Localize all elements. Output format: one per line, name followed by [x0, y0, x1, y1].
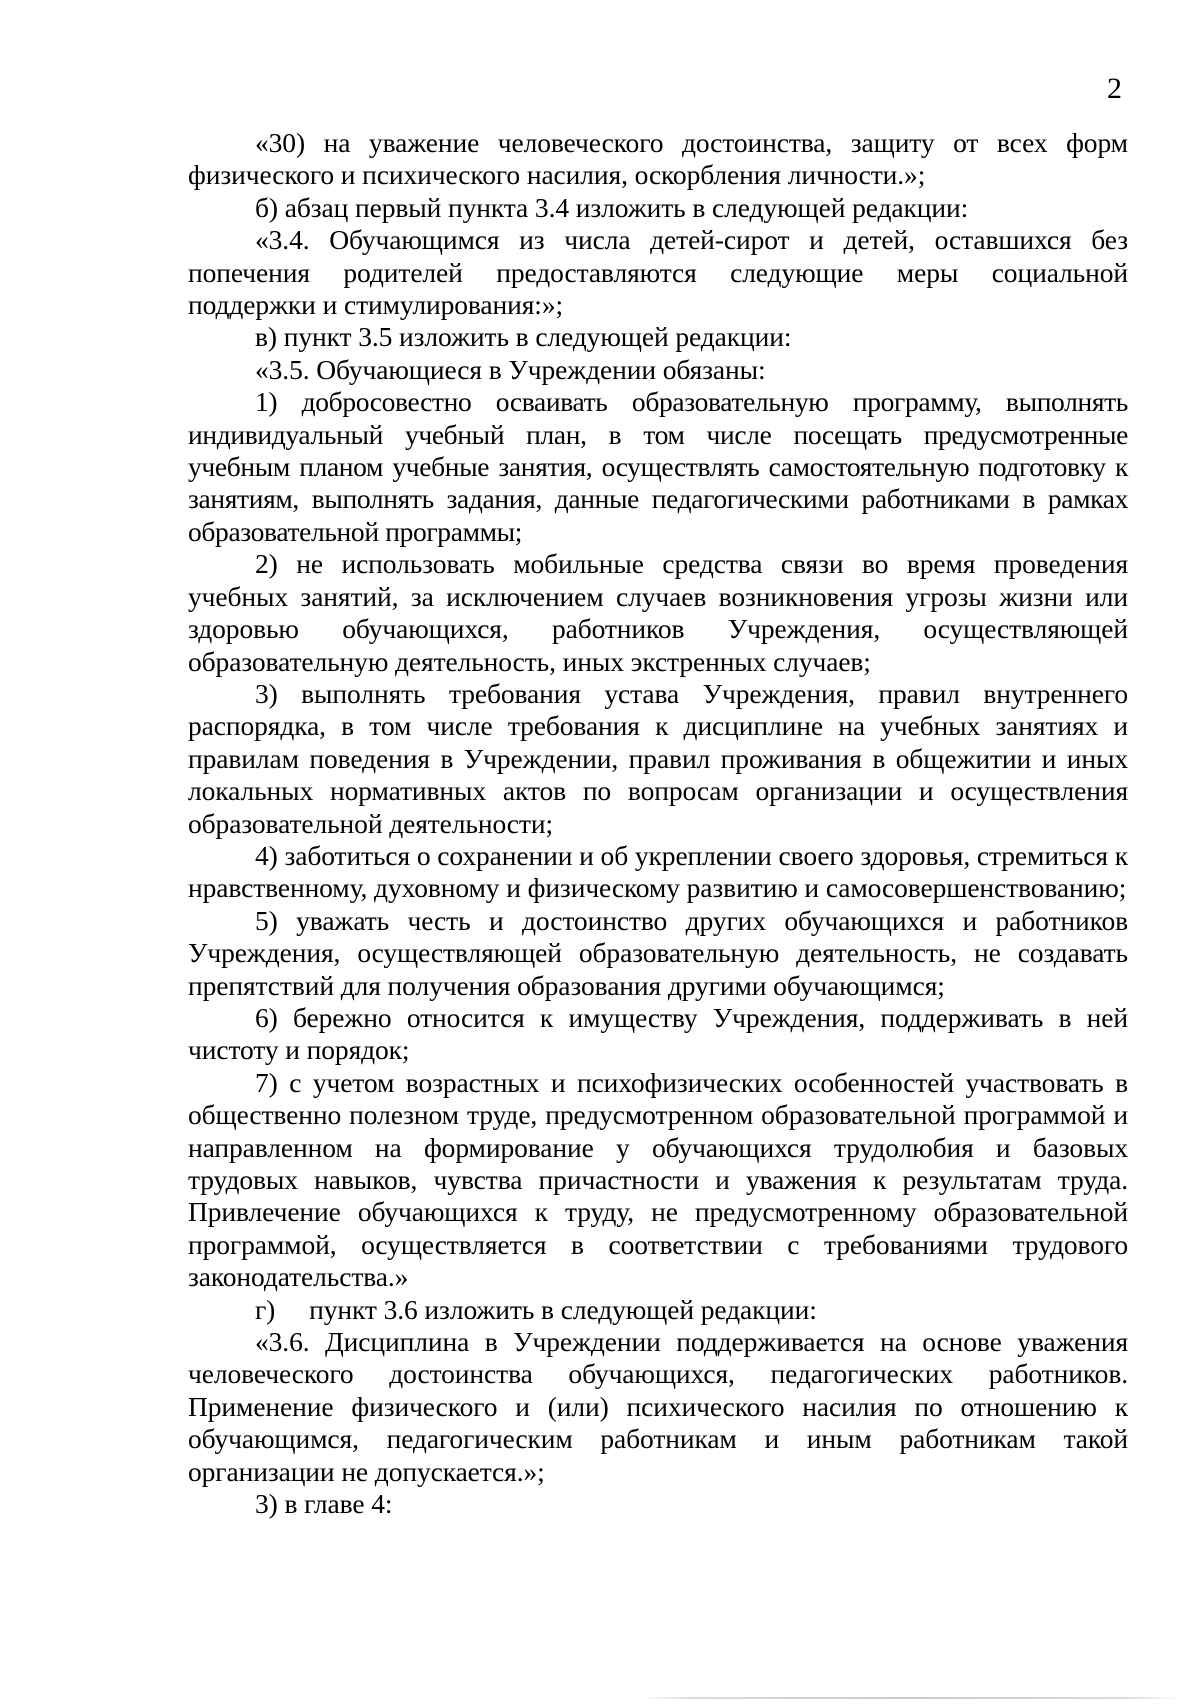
duty-item-7: 7) с учетом возрастных и психофизических особенностей участвовать в общественно полезном труде, предусмотренном образовательной программой и направленном на формирование у обучающихся трудолюбия и базовых трудовых навыков, чувства причастности и уважения к результатам труда. Привлечение обучающихся к труду, не предусмотренному образовательной программой, осуществляется в соответствии с требованиями трудового законодательства.» — [188, 1066, 1128, 1293]
duty-item-5: 5) уважать честь и достоинство других обучающихся и работников Учреждения, осуществляющей образовательную деятельность, не создавать препятствий для получения образования другими обучающимся; — [188, 904, 1128, 1001]
amendment-v-heading: в) пункт 3.5 изложить в следующей редакции: — [255, 321, 792, 353]
amendment-g-heading: г) пункт 3.6 изложить в следующей редакции: — [255, 1293, 817, 1325]
duty-item-1: 1) добросовестно осваивать образовательную программу, выполнять индивидуальный учебный план, в том числе посещать предусмотренные учебным планом учебные занятия, осуществлять самостоятельную подготовку к занятиям, выполнять задания, данные педагогическими работниками в рамках образовательной программы; — [188, 386, 1128, 547]
clause-3-6-text: «3.6. Дисциплина в Учреждении поддерживается на основе уважения человеческого достоинства обучающихся, педагогических работников. Применение физического и (или) психического насилия по отношению к обучающимся, педагогическим работникам и иным работникам такой организации не допускается.»; — [188, 1326, 1128, 1487]
paragraph-item-30: «30) на уважение человеческого достоинства, защиту от всех форм физического и психического насилия, оскорбления личности.»; — [188, 127, 1128, 191]
page-number: 2 — [1107, 72, 1122, 105]
clause-3-4-text: «3.4. Обучающимся из числа детей-сирот и детей, оставшихся без попечения родителей предоставляются следующие меры социальной поддержки и стимулирования:»; — [188, 224, 1128, 321]
duty-item-3: 3) выполнять требования устава Учреждения, правил внутреннего распорядка, в том числе требования к дисциплине на учебных занятиях и правилам поведения в Учреждении, правил проживания в общежитии и иных локальных нормативных актов по вопросам организации и осуществления образовательной деятельности; — [188, 677, 1128, 839]
duty-item-4: 4) заботиться о сохранении и об укреплении своего здоровья, стремиться к нравственному, духовному и физическому развитию и самосовершенствованию; — [188, 839, 1128, 904]
clause-3-5-intro: «3.5. Обучающиеся в Учреждении обязаны: — [255, 353, 766, 385]
scan-edge-line — [640, 1697, 1180, 1699]
document-body — [188, 127, 1128, 1520]
amendment-b-heading: б) абзац первый пункта 3.4 изложить в следующей редакции: — [255, 191, 969, 223]
chapter-4-heading: 3) в главе 4: — [255, 1488, 393, 1520]
duty-item-2: 2) не использовать мобильные средства связи во время проведения учебных занятий, за исключением случаев возникновения угрозы жизни или здоровью обучающихся, работников Учреждения, осуществляющей образовательную деятельность, иных экстренных случаев; — [188, 548, 1128, 677]
duty-item-6: 6) бережно относится к имуществу Учреждения, поддерживать в ней чистоту и порядок; — [188, 1001, 1128, 1066]
